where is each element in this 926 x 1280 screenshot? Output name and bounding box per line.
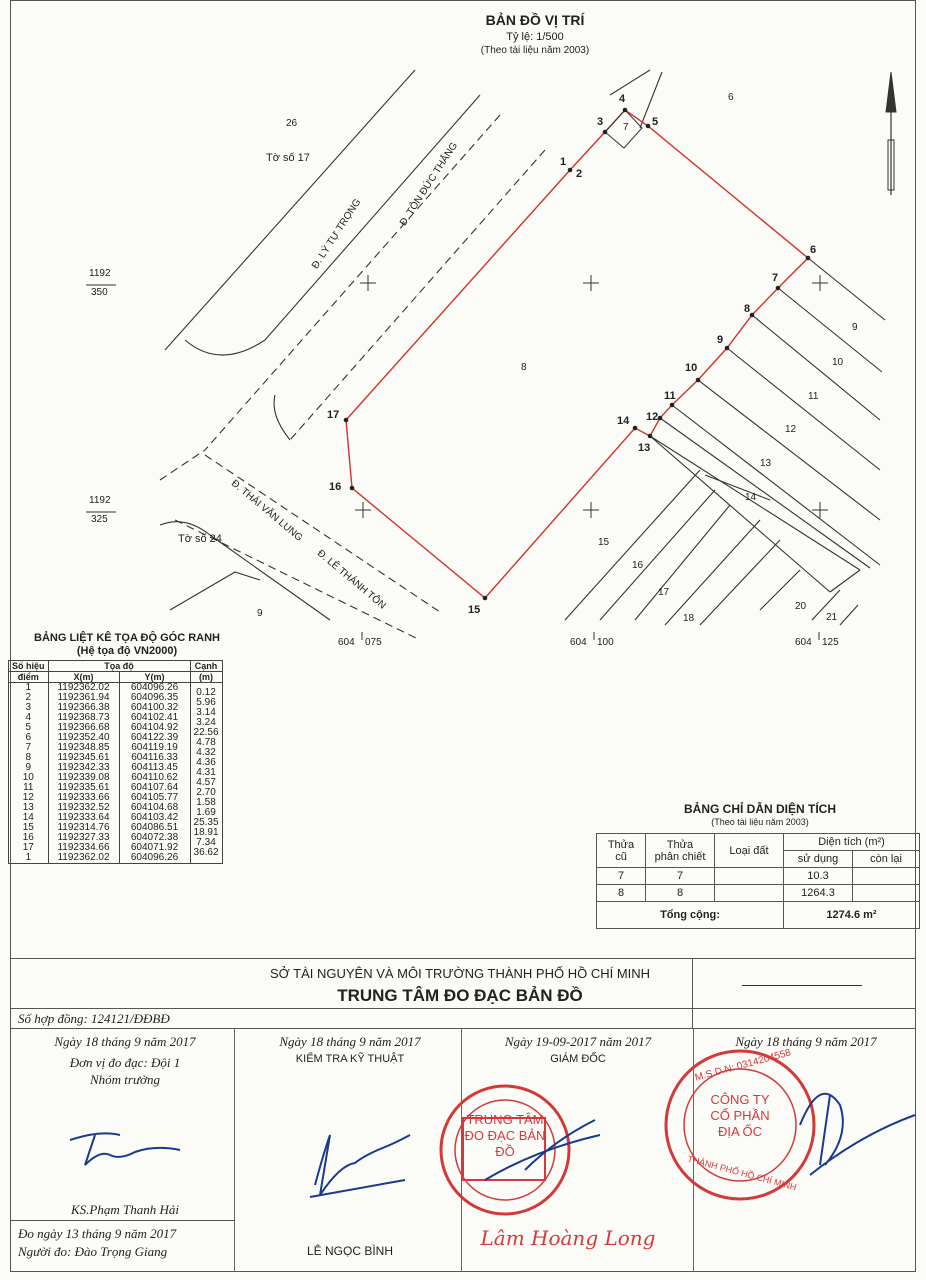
area-total-value: 1274.6 m² [784, 902, 920, 929]
vertex-label: 13 [638, 442, 651, 454]
coord-cell: 604107.64 [119, 783, 190, 793]
coord-cell: 1192366.38 [48, 703, 119, 713]
map-scale: Tỷ lệ: 1/500 [506, 31, 564, 43]
street-label: Đ. LÝ TỰ TRỌNG [310, 197, 364, 271]
coord-cell: 1 [9, 683, 49, 694]
area-cell: 10.3 [784, 868, 853, 885]
stamp2-city: THÀNH PHỐ HỒ CHÍ MINH [686, 1153, 798, 1193]
area-cell: 8 [646, 885, 715, 902]
coord-cell: 1192361.94 [48, 693, 119, 703]
coord-cell: 16 [9, 833, 49, 843]
area-header-used: sử dụng [784, 851, 853, 868]
contract-number: Số hợp đồng: 124121/ĐĐBĐ [18, 1011, 170, 1026]
grid-label: 604 [570, 637, 587, 648]
signature-icon [295, 1125, 425, 1205]
coord-cell: 1192345.61 [48, 753, 119, 763]
vertex-label: 15 [468, 604, 481, 616]
area-header-remain: còn lại [853, 851, 920, 868]
footer-line [742, 985, 862, 986]
coord-cell: 604096.26 [119, 683, 190, 694]
col1-role: Nhóm trưởng [89, 1072, 160, 1087]
area-cell [715, 885, 784, 902]
area-header-area: Diện tích (m²) [784, 834, 920, 851]
coord-header-point2: điểm [9, 672, 49, 683]
coord-cell: 604096.35 [119, 693, 190, 703]
coord-cell: 12 [9, 793, 49, 803]
street-label: Đ. TÔN ĐỨC THẮNG [398, 140, 461, 228]
signature-icon [60, 1120, 190, 1180]
parcel-label: 10 [832, 357, 844, 368]
parcel-boundary [346, 110, 808, 598]
coord-cell: 4 [9, 713, 49, 723]
vertex-label: 4 [619, 93, 626, 105]
coord-header-x: X(m) [48, 672, 119, 683]
vertex-label: 11 [664, 390, 676, 402]
footer-divider [10, 958, 916, 959]
area-cell: 1264.3 [784, 885, 853, 902]
grid-label: 604 [338, 637, 355, 648]
coord-cell: 604104.68 [119, 803, 190, 813]
parcel-label: 20 [795, 601, 807, 612]
parcel-label: 16 [632, 560, 644, 571]
col1-measure-date: Đo ngày 13 tháng 9 năm 2017 [18, 1226, 177, 1241]
coord-cell: 7 [9, 743, 49, 753]
coord-cell: 604086.51 [119, 823, 190, 833]
col1-name: KS.Phạm Thanh Hải [71, 1202, 179, 1217]
grid-label: 1192 [89, 495, 111, 506]
coord-cell: 604104.92 [119, 723, 190, 733]
dept-name: SỞ TÀI NGUYÊN VÀ MÔI TRƯỜNG THÀNH PHỐ HỒ CHÍ MINH [269, 966, 651, 981]
parcel-label: 9 [852, 322, 858, 333]
grid-label: 100 [597, 637, 614, 648]
grid-label: 325 [91, 514, 108, 525]
area-cell: 7 [597, 868, 646, 885]
vertex-label: 6 [810, 244, 817, 256]
coord-header-edge-unit: (m) [190, 672, 222, 683]
col3-role: GIÁM ĐỐC [550, 1053, 606, 1065]
grid-label: 125 [822, 637, 839, 648]
vertex-label: 2 [576, 168, 583, 180]
center-name: TRUNG TÂM ĐO ĐẠC BẢN ĐỒ [337, 986, 583, 1005]
area-header-old: Thửa [607, 838, 635, 851]
col2-name: LÊ NGỌC BÌNH [306, 1244, 393, 1258]
area-table-title: BẢNG CHỈ DẪN DIỆN TÍCH [684, 802, 836, 816]
coord-cell: 1192332.52 [48, 803, 119, 813]
col1-date: Ngày 18 tháng 9 năm 2017 [54, 1034, 196, 1049]
coord-edge-cell: 1.69 [190, 808, 222, 818]
street-label: Đ. THÁI VĂN LUNG [228, 478, 305, 544]
col2-date: Ngày 18 tháng 9 năm 2017 [279, 1034, 421, 1049]
coord-edge-cell: 5.96 [190, 698, 222, 708]
parcel-label: 21 [826, 612, 838, 623]
coord-table-title: BẢNG LIỆT KÊ TỌA ĐỘ GÓC RANH [34, 632, 220, 644]
coord-cell: 1192335.61 [48, 783, 119, 793]
coord-row [9, 853, 223, 864]
coord-cell: 1192362.02 [48, 853, 119, 864]
parcel-label: 18 [683, 613, 695, 624]
coord-cell: 1192348.85 [48, 743, 119, 753]
parcel-label: 11 [808, 391, 819, 402]
parcel-label: 17 [658, 587, 670, 598]
coord-edge-cell: 36.62 [190, 848, 222, 859]
coord-cell: 9 [9, 763, 49, 773]
coord-edge-cell: 4.57 [190, 778, 222, 788]
vertex-label: 10 [685, 362, 698, 374]
parcel-label: 26 [286, 118, 298, 129]
parcel-label: 13 [760, 458, 772, 469]
coord-cell: 604119.19 [119, 743, 190, 753]
coord-cell: 604100.32 [119, 703, 190, 713]
coord-edge-cell: 4.78 [190, 738, 222, 748]
area-header-split2: phân chiết [654, 850, 706, 863]
coord-cell: 1 [9, 853, 49, 864]
coord-edge-cell: 25.35 [190, 818, 222, 828]
coord-cell: 1192333.64 [48, 813, 119, 823]
coord-cell: 604103.42 [119, 813, 190, 823]
vertex-label: 17 [327, 409, 340, 421]
area-table [596, 833, 920, 929]
vertex-label: 1 [560, 156, 567, 168]
coord-table [8, 660, 223, 864]
coord-edge-cell: 4.32 [190, 748, 222, 758]
coord-table-subtitle: (Hệ tọa độ VN2000) [76, 645, 178, 657]
coord-header-edge: Cạnh [190, 661, 222, 672]
stamp2-code: M.S.D.N: 0314204558 [693, 1047, 793, 1084]
coord-cell: 3 [9, 703, 49, 713]
coord-cell: 1192362.02 [48, 683, 119, 694]
coord-cell: 604072.38 [119, 833, 190, 843]
area-header-split: Thửa [666, 838, 694, 851]
area-cell [853, 868, 920, 885]
coord-cell: 1192342.33 [48, 763, 119, 773]
area-total-label: Tổng cộng: [597, 902, 784, 929]
area-header-type: Loại đất [715, 834, 784, 868]
vertex-label: 8 [744, 303, 751, 315]
parcel-label: 12 [785, 424, 797, 435]
coord-cell: 11 [9, 783, 49, 793]
coord-cell: 604122.39 [119, 733, 190, 743]
coord-cell: 1192339.08 [48, 773, 119, 783]
coord-edge-cell: 18.91 [190, 828, 222, 838]
north-arrow-icon [886, 72, 896, 195]
coord-edge-cell: 1.58 [190, 798, 222, 808]
coord-edge-cell: 22.56 [190, 728, 222, 738]
coord-cell: 13 [9, 803, 49, 813]
coord-cell: 17 [9, 843, 49, 853]
footer-divider [692, 958, 693, 1028]
parcel-label: 15 [598, 537, 610, 548]
vertex-label: 5 [652, 116, 659, 128]
coord-header-coord: Tọa độ [48, 661, 190, 672]
coord-cell: 8 [9, 753, 49, 763]
coord-cell: 10 [9, 773, 49, 783]
coord-cell: 6 [9, 733, 49, 743]
vertex-label: 7 [772, 272, 779, 284]
col1-unit: Đơn vị đo đạc: Đội 1 [69, 1055, 181, 1070]
coord-cell: 604113.45 [119, 763, 190, 773]
coord-cell: 604105.77 [119, 793, 190, 803]
parcel-label: 6 [728, 92, 734, 103]
area-cell [853, 885, 920, 902]
coord-cell: 2 [9, 693, 49, 703]
coord-edge-cell: 4.31 [190, 768, 222, 778]
vertex-label: 3 [597, 116, 604, 128]
coord-cell: 1192366.68 [48, 723, 119, 733]
col3-date: Ngày 19-09-2017 năm 2017 [504, 1034, 652, 1049]
coord-cell: 15 [9, 823, 49, 833]
vertex-label: 16 [329, 481, 342, 493]
coord-cell: 1192327.33 [48, 833, 119, 843]
parcel-label: 7 [623, 122, 629, 133]
coord-edge-cell: 3.24 [190, 718, 222, 728]
area-table-source: (Theo tài liệu năm 2003) [711, 817, 809, 827]
parcel-label: 14 [745, 492, 757, 503]
coord-cell: 604071.92 [119, 843, 190, 853]
sheet-label: Tờ số 17 [266, 152, 310, 164]
grid-label: 350 [91, 287, 108, 298]
map-title: BẢN ĐỒ VỊ TRÍ [485, 12, 585, 28]
map-source: (Theo tài liệu năm 2003) [480, 45, 590, 56]
col1-measurer: Người đo: Đào Trọng Giang [18, 1244, 168, 1259]
coord-cell: 1192368.73 [48, 713, 119, 723]
coord-header-point: Số hiệu [9, 661, 49, 672]
coord-cell: 1192334.66 [48, 843, 119, 853]
coord-cell: 5 [9, 723, 49, 733]
coord-edge-cell: 0.12 [190, 688, 222, 698]
footer-divider [10, 1220, 235, 1221]
coord-cell: 604116.33 [119, 753, 190, 763]
area-cell: 8 [597, 885, 646, 902]
grid-label: 1192 [89, 268, 111, 279]
col3-name: Lâm Hoàng Long [480, 1226, 656, 1250]
coord-edge-cell: 4.36 [190, 758, 222, 768]
stamp2-text: CÔNG TY CỔ PHẦN ĐỊA ỐC [710, 1092, 770, 1139]
vertex-label: 14 [617, 415, 630, 427]
coord-header-y: Y(m) [119, 672, 190, 683]
sheet-label: Tờ số 24 [178, 533, 222, 545]
col4-date: Ngày 18 tháng 9 năm 2017 [735, 1034, 877, 1049]
coord-cell: 1192314.76 [48, 823, 119, 833]
coord-edge-cell: 7.34 [190, 838, 222, 848]
coord-edge-cell: 2.70 [190, 788, 222, 798]
vertex-label: 12 [646, 411, 659, 423]
coord-cell: 1192333.66 [48, 793, 119, 803]
area-cell [715, 868, 784, 885]
coord-cell: 1192352.40 [48, 733, 119, 743]
area-header-old2: cũ [615, 850, 627, 863]
parcel-label: 8 [521, 362, 527, 373]
street-label: Đ. LÊ THÁNH TÔN [314, 548, 388, 612]
parcel-label: 9 [257, 608, 263, 619]
coord-cell: 604102.41 [119, 713, 190, 723]
col2-role: KIỂM TRA KỸ THUẬT [295, 1053, 405, 1065]
vertex-label: 9 [717, 334, 724, 346]
stamp1-text: TRUNG TÂM ĐO ĐẠC BẢN ĐỒ [464, 1112, 546, 1159]
area-cell: 7 [646, 868, 715, 885]
coord-edge-cell: 3.14 [190, 708, 222, 718]
coord-cell: 604110.62 [119, 773, 190, 783]
grid-label: 604 [795, 637, 812, 648]
coord-cell: 604096.26 [119, 853, 190, 864]
footer-divider [10, 1008, 916, 1009]
coord-cell: 14 [9, 813, 49, 823]
grid-label: 075 [365, 637, 382, 648]
